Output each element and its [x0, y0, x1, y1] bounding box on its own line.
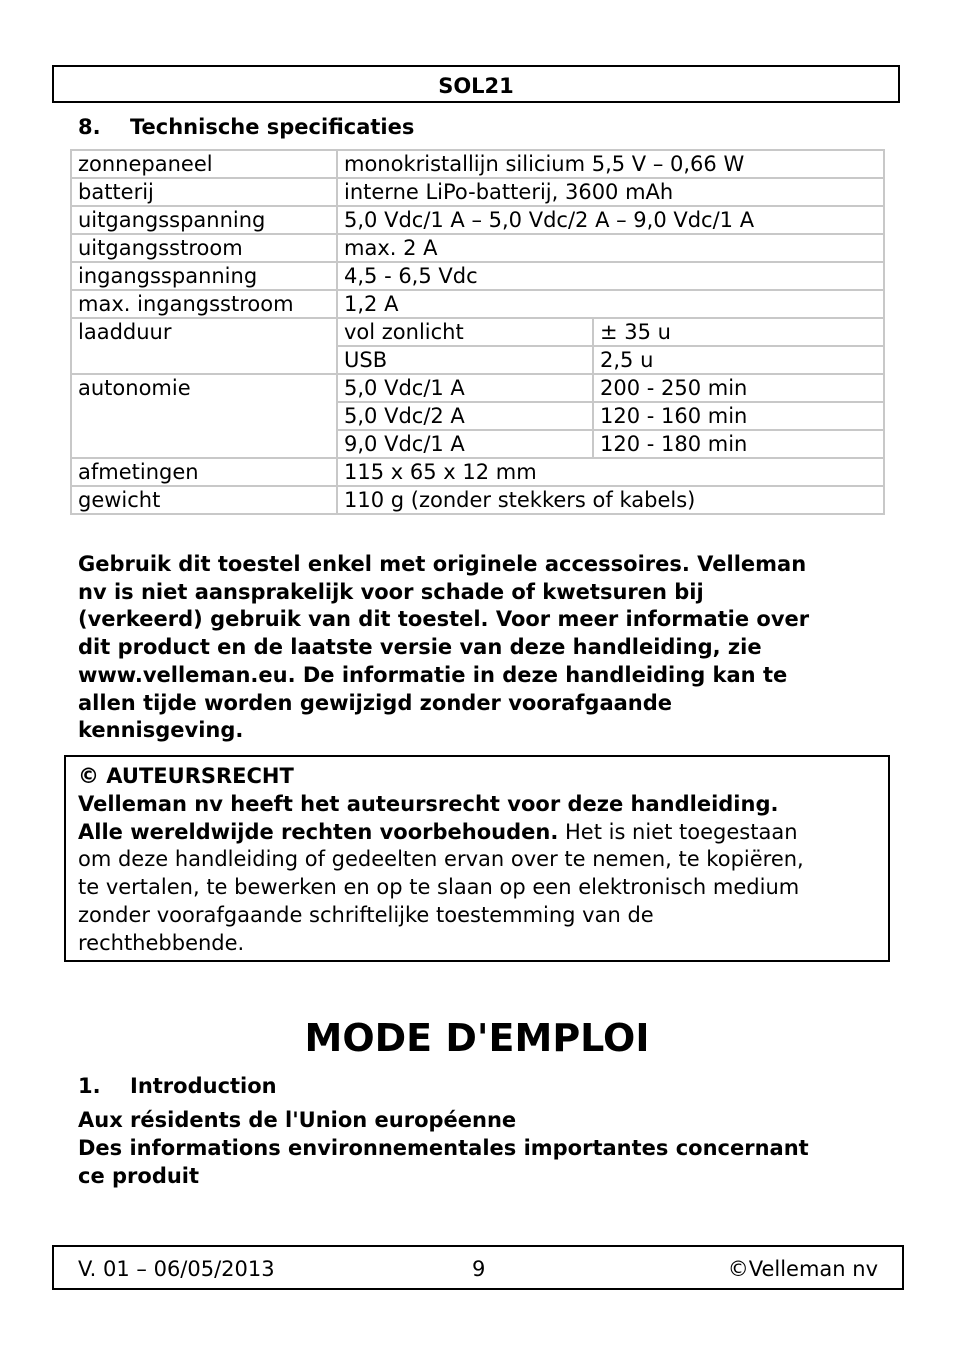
- table-row: [71, 486, 884, 514]
- page-footer: [52, 1245, 904, 1290]
- eu-line: Des informations environnementales importantes concernant: [78, 1135, 809, 1160]
- copyright-line: zonder voorafgaande schriftelijke toestemming van de: [78, 902, 654, 927]
- table-row: [71, 206, 884, 234]
- mode-title: MODE D'EMPLOI: [304, 1016, 650, 1060]
- section-heading-8: [78, 115, 414, 139]
- spec-subvalue: ± 35 u: [593, 318, 884, 346]
- spec-value: 110 g (zonder stekkers of kabels): [337, 486, 884, 514]
- notice-line: www.velleman.eu. De informatie in deze handleiding kan te: [78, 662, 788, 687]
- eu-line: Aux résidents de l'Union européenne: [78, 1108, 517, 1132]
- spec-table: [70, 149, 885, 515]
- header-title: SOL21: [438, 74, 514, 98]
- spec-value: 5,0 Vdc/1 A – 5,0 Vdc/2 A – 9,0 Vdc/1 A: [337, 206, 884, 234]
- notice-line: allen tijde worden gewijzigd zonder voorafgaande: [78, 690, 673, 715]
- spec-label: batterij: [71, 178, 337, 206]
- copyright-line: te vertalen, te bewerken en op te slaan op een elektronisch medium: [78, 875, 800, 900]
- notice-line: kennisgeving.: [78, 718, 244, 743]
- table-row: [71, 290, 884, 318]
- notice-line: dit product en de laatste versie van deze handleiding, zie: [78, 635, 762, 660]
- notice-line: nv is niet aansprakelijk voor schade of kwetsuren bij: [78, 579, 704, 604]
- table-row: [71, 178, 884, 206]
- spec-label: zonnepaneel: [71, 150, 337, 178]
- spec-label: autonomie: [71, 374, 337, 458]
- eu-heading: [78, 1107, 878, 1190]
- section-title: Technische specificaties: [130, 115, 415, 139]
- notice-line: (verkeerd) gebruik van dit toestel. Voor meer informatie over: [78, 607, 810, 632]
- spec-subvalue: 5,0 Vdc/1 A: [337, 374, 593, 402]
- copyright-line: rechthebbende.: [78, 930, 245, 955]
- spec-value: interne LiPo-batterij, 3600 mAh: [337, 178, 884, 206]
- table-row: [71, 458, 884, 486]
- spec-subvalue: 9,0 Vdc/1 A: [337, 430, 593, 458]
- spec-subvalue: 200 - 250 min: [593, 374, 884, 402]
- spec-label: max. ingangsstroom: [71, 290, 337, 318]
- spec-value: 4,5 - 6,5 Vdc: [337, 262, 884, 290]
- spec-subvalue: 120 - 160 min: [593, 402, 884, 430]
- section-number: 8.: [78, 115, 101, 139]
- eu-line: ce produit: [78, 1163, 200, 1188]
- table-row: [71, 318, 884, 346]
- spec-label: uitgangsstroom: [71, 234, 337, 262]
- spec-label: ingangsspanning: [71, 262, 337, 290]
- page-header: [52, 65, 900, 103]
- copyright-text: Het is niet toegestaan: [558, 819, 798, 844]
- footer-version: V. 01 – 06/05/2013: [78, 1257, 275, 1281]
- spec-subvalue: 2,5 u: [593, 346, 884, 374]
- footer-copyright: ©Velleman nv: [727, 1257, 878, 1281]
- spec-label: afmetingen: [71, 458, 337, 486]
- spec-subvalue: USB: [337, 346, 593, 374]
- copyright-bold-text: Alle wereldwijde rechten voorbehouden.: [78, 819, 559, 844]
- spec-label: gewicht: [71, 486, 337, 514]
- copyright-mixed-line: [78, 819, 876, 847]
- spec-label: uitgangsspanning: [71, 206, 337, 234]
- spec-subvalue: vol zonlicht: [337, 318, 593, 346]
- table-row: [71, 374, 884, 402]
- spec-subvalue: 5,0 Vdc/2 A: [337, 402, 593, 430]
- spec-label: laadduur: [71, 318, 337, 374]
- footer-page-number: 9: [472, 1257, 486, 1281]
- copyright-bold-line: Velleman nv heeft het auteursrecht voor deze handleiding.: [78, 791, 779, 816]
- copyright-box: [64, 755, 890, 962]
- section-title: Introduction: [130, 1074, 277, 1098]
- table-row: [71, 150, 884, 178]
- copyright-title: © AUTEURSRECHT: [78, 764, 294, 788]
- spec-value: 115 x 65 x 12 mm: [337, 458, 884, 486]
- spec-value: monokristallijn silicium 5,5 V – 0,66 W: [337, 150, 884, 178]
- table-row: [71, 234, 884, 262]
- spec-value: max. 2 A: [337, 234, 884, 262]
- notice-line: Gebruik dit toestel enkel met originele accessoires. Velleman: [78, 552, 807, 576]
- copyright-line: om deze handleiding of gedeelten ervan over te nemen, te kopiëren,: [78, 847, 804, 872]
- notice-paragraph: [78, 551, 878, 745]
- table-row: [71, 262, 884, 290]
- section-heading-1: [78, 1074, 277, 1098]
- section-number: 1.: [78, 1074, 101, 1098]
- spec-value: 1,2 A: [337, 290, 884, 318]
- spec-subvalue: 120 - 180 min: [593, 430, 884, 458]
